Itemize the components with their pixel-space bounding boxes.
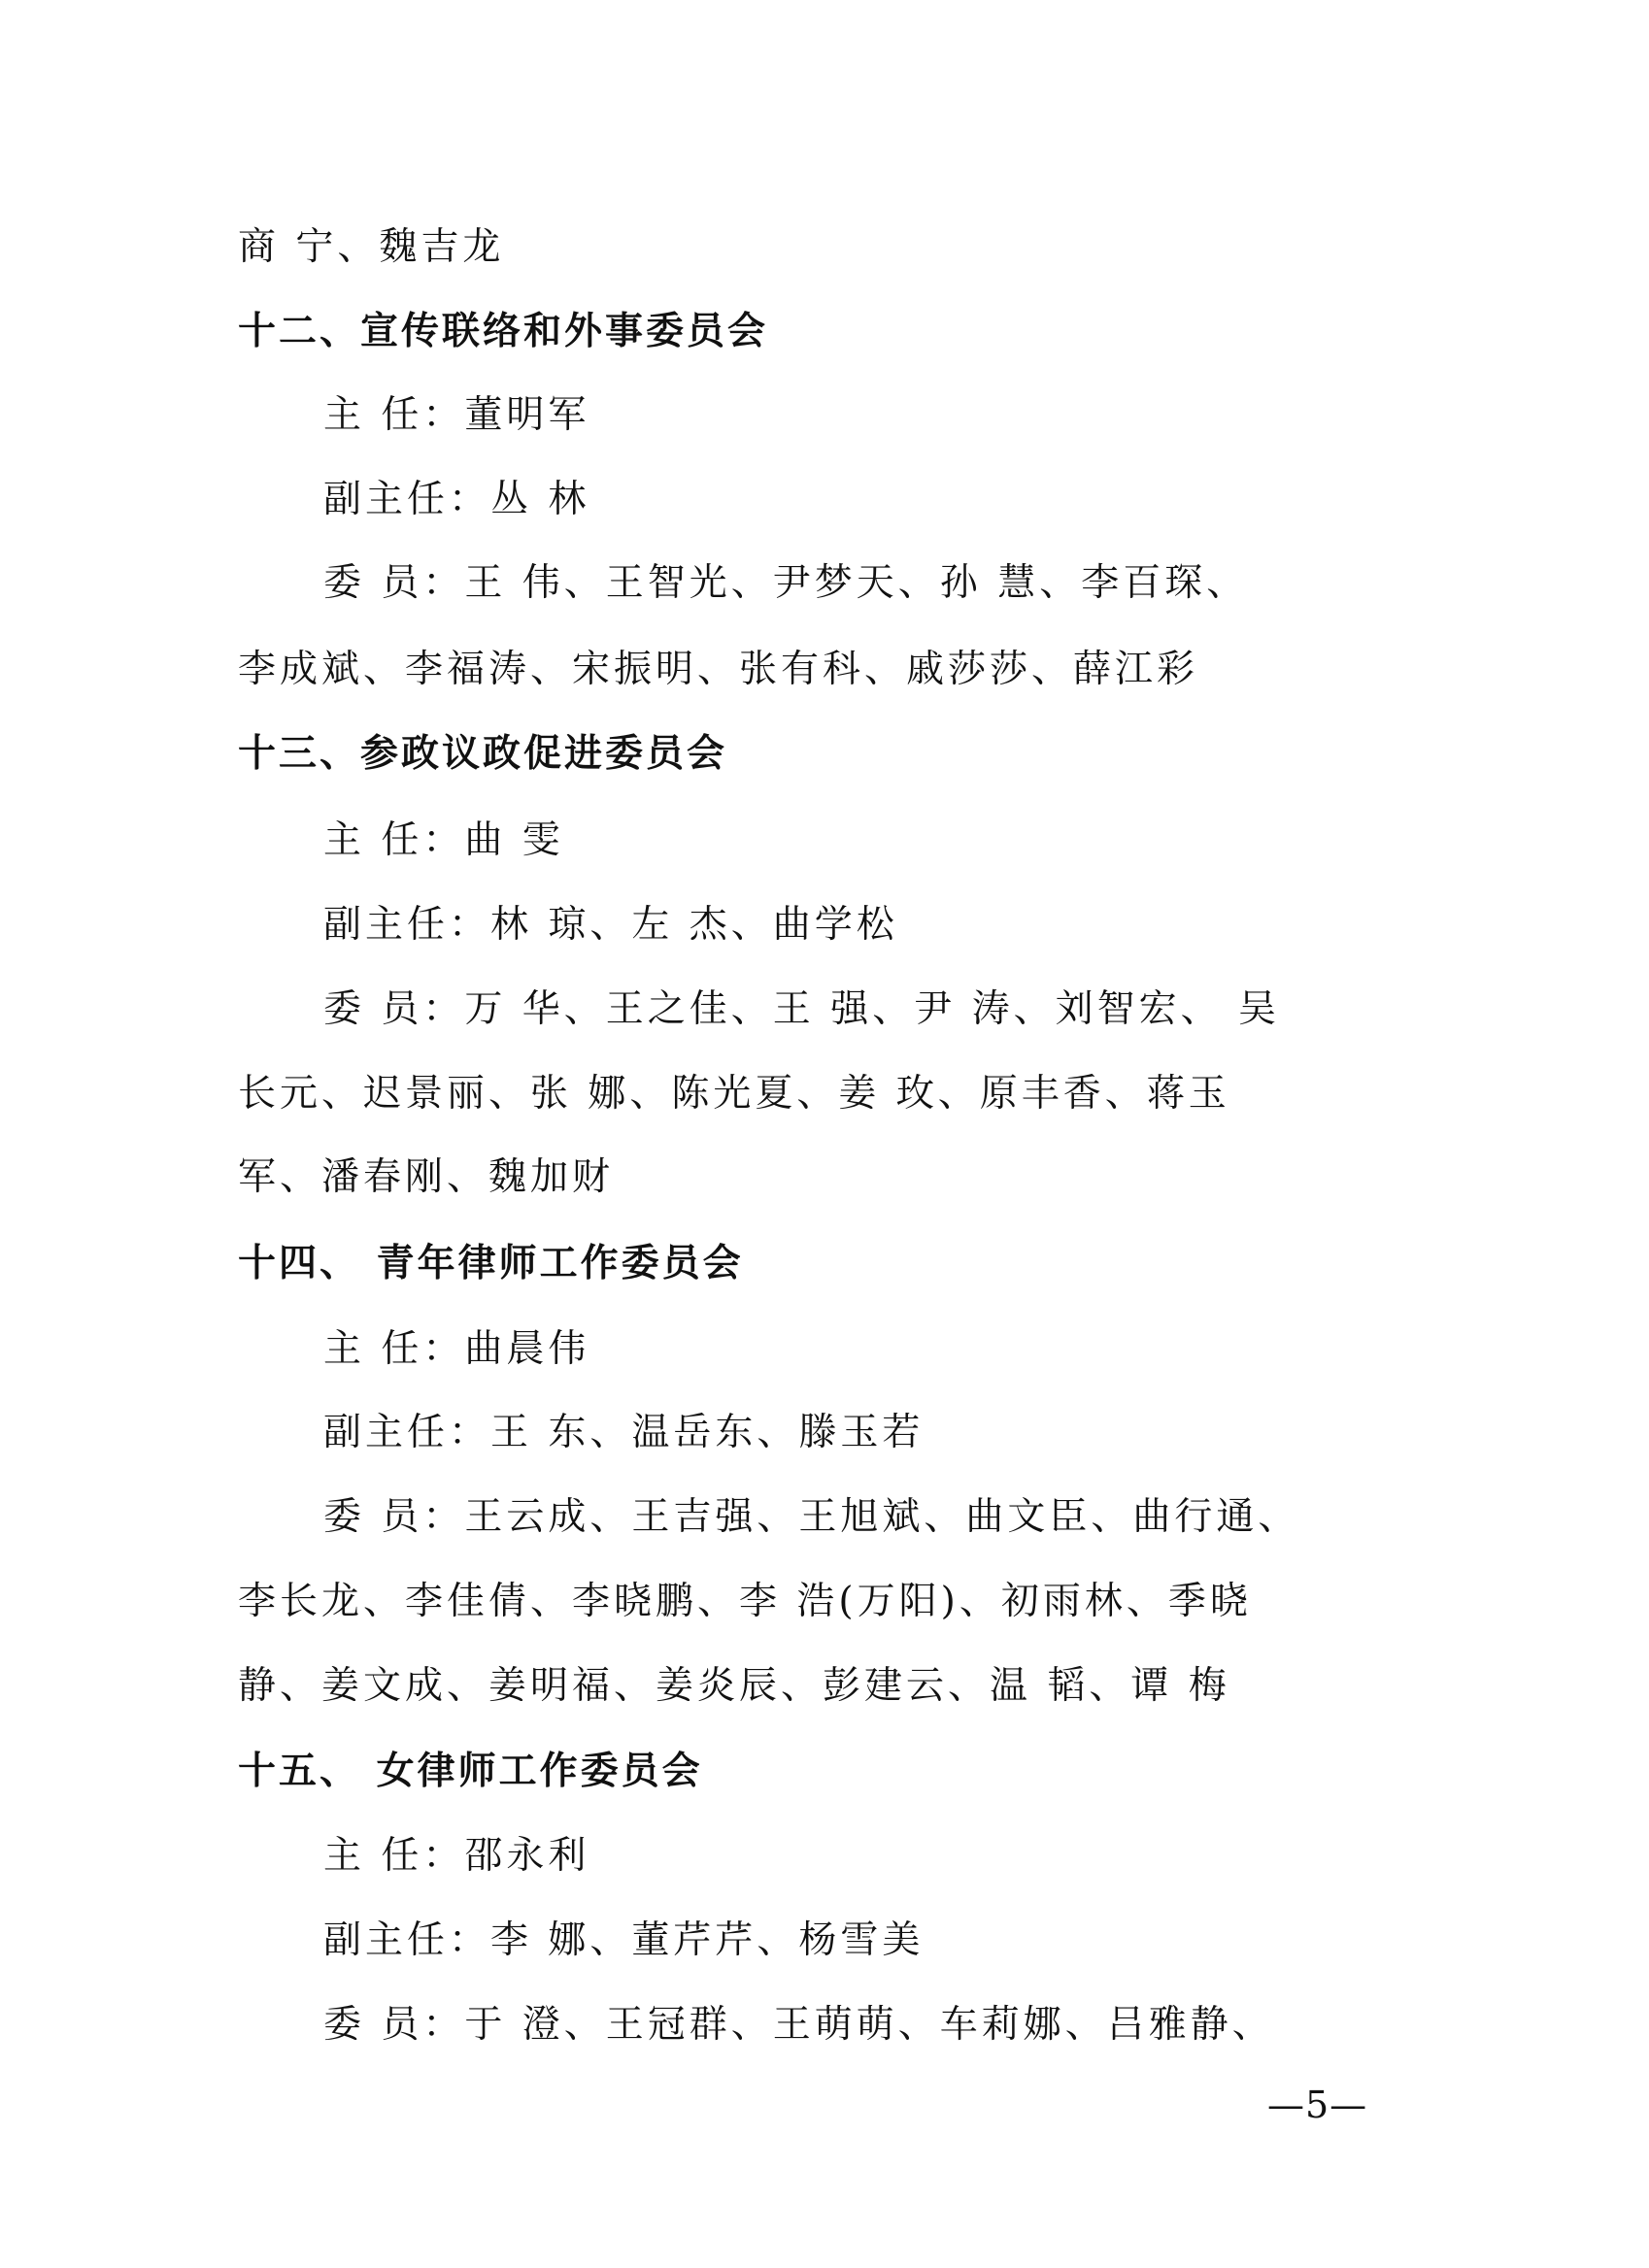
director-line-15: 主 任：邵永利	[323, 1834, 590, 1878]
members-line-14-cont-2: 静、姜文成、姜明福、姜炎辰、彭建云、温 韬、谭 梅	[238, 1664, 1230, 1708]
section-heading-12: 十二、宣传联络和外事委员会	[238, 310, 769, 353]
section-heading-13: 十三、参政议政促进委员会	[238, 732, 728, 776]
members-line-15: 委 员：于 澄、王冠群、王萌萌、车莉娜、吕雅静、	[323, 2003, 1274, 2047]
deputy-director-line-14: 副主任：王 东、温岳东、滕玉若	[323, 1411, 925, 1454]
director-line-13: 主 任：曲 雯	[323, 818, 564, 862]
deputy-director-line-13: 副主任：林 琼、左 杰、曲学松	[323, 903, 898, 947]
page-number: —5—	[1267, 2084, 1368, 2126]
section-heading-14: 十四、 青年律师工作委员会	[238, 1242, 744, 1285]
members-line-13-cont-2: 军、潘春刚、魏加财	[238, 1155, 615, 1199]
deputy-director-line-12: 副主任：丛 林	[323, 478, 590, 521]
members-line-13: 委 员：万 华、王之佳、王 强、尹 涛、刘智宏、 吴	[323, 987, 1280, 1031]
members-line-13-cont-1: 长元、迟景丽、张 娜、陈光夏、姜 玫、原丰香、蒋玉	[238, 1072, 1230, 1116]
director-line-12: 主 任：董明军	[323, 393, 590, 437]
members-line-12-cont: 李成斌、李福涛、宋振明、张有科、戚莎莎、薛江彩	[238, 648, 1199, 691]
deputy-director-line-15: 副主任：李 娜、董芹芹、杨雪美	[323, 1918, 925, 1962]
members-line-12: 委 员：王 伟、王智光、尹梦天、孙 慧、李百琛、	[323, 561, 1249, 605]
members-line-14-cont-1: 李长龙、李佳倩、李晓鹏、李 浩(万阳)、初雨林、季晓	[238, 1580, 1252, 1623]
text-line-continuation: 商 宁、魏吉龙	[238, 225, 505, 269]
director-line-14: 主 任：曲晨伟	[323, 1327, 590, 1371]
members-line-14: 委 员：王云成、王吉强、王旭斌、曲文臣、曲行通、	[323, 1495, 1300, 1539]
section-heading-15: 十五、 女律师工作委员会	[238, 1750, 703, 1793]
